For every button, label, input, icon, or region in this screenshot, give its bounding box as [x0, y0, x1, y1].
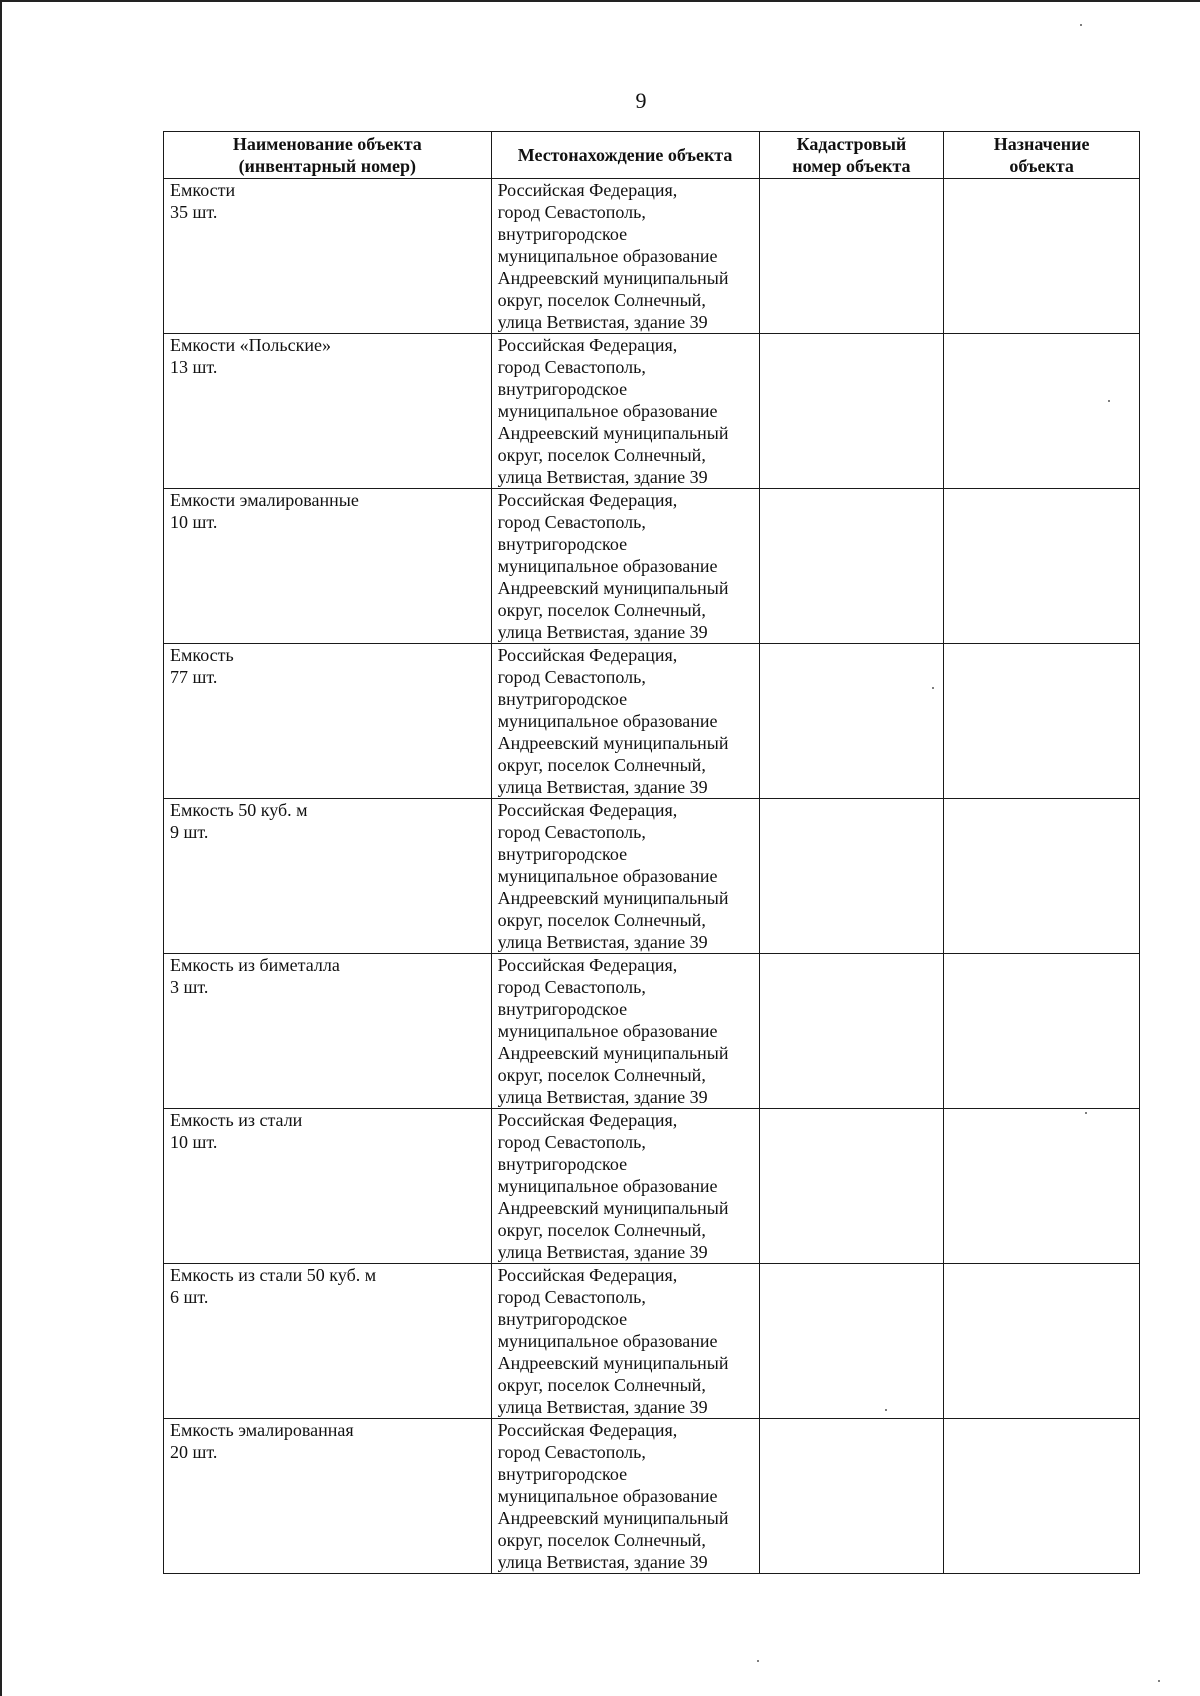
location-line: город Севастополь,	[497, 667, 646, 687]
location-line: муниципальное образование	[497, 556, 718, 576]
location-line: округ, поселок Солнечный,	[497, 1375, 706, 1395]
cell-purpose	[944, 799, 1140, 954]
object-name: Емкости	[170, 180, 236, 200]
cell-object-name	[164, 489, 492, 644]
table-row	[164, 799, 1140, 954]
location-line: округ, поселок Солнечный,	[497, 1065, 706, 1085]
cell-location	[491, 1419, 759, 1574]
cell-object-name	[164, 1419, 492, 1574]
location-line: город Севастополь,	[497, 1442, 646, 1462]
cell-cadastral-number	[759, 1109, 944, 1264]
location-line: муниципальное образование	[497, 401, 718, 421]
cell-purpose	[944, 489, 1140, 644]
location-line: муниципальное образование	[497, 1331, 718, 1351]
location-line: внутригородское	[497, 999, 628, 1019]
cell-object-name	[164, 334, 492, 489]
object-name: Емкость 50 куб. м	[170, 800, 308, 820]
location-line: Российская Федерация,	[497, 335, 678, 355]
location-line: улица Ветвистая, здание 39	[497, 1552, 708, 1572]
cell-purpose	[944, 1264, 1140, 1419]
scan-speck	[932, 687, 934, 689]
inventory-table	[163, 131, 1140, 1574]
location-line: внутригородское	[497, 1309, 628, 1329]
location-line: муниципальное образование	[497, 1486, 718, 1506]
object-quantity: 9 шт.	[170, 822, 209, 842]
location-line: округ, поселок Солнечный,	[497, 600, 706, 620]
cell-location	[491, 954, 759, 1109]
location-line: округ, поселок Солнечный,	[497, 290, 706, 310]
location-line: город Севастополь,	[497, 512, 646, 532]
location-line: внутригородское	[497, 689, 628, 709]
location-line: улица Ветвистая, здание 39	[497, 777, 708, 797]
scan-speck	[1080, 24, 1082, 26]
location-line: Российская Федерация,	[497, 1110, 678, 1130]
object-quantity: 20 шт.	[170, 1442, 218, 1462]
object-name: Емкость из биметалла	[170, 955, 340, 975]
cell-location	[491, 1109, 759, 1264]
location-line: Андреевский муниципальный	[497, 1353, 729, 1373]
cell-object-name	[164, 1264, 492, 1419]
location-line: улица Ветвистая, здание 39	[497, 1242, 708, 1262]
location-line: город Севастополь,	[497, 1287, 646, 1307]
table-body	[164, 179, 1140, 1574]
object-quantity: 3 шт.	[170, 977, 209, 997]
location-line: улица Ветвистая, здание 39	[497, 467, 708, 487]
scan-speck	[757, 1660, 759, 1662]
location-line: Андреевский муниципальный	[497, 423, 729, 443]
location-line: муниципальное образование	[497, 1021, 718, 1041]
scan-edge-top	[0, 0, 1200, 2]
cell-cadastral-number	[759, 489, 944, 644]
header-cadastral-number	[759, 132, 944, 179]
header-object-name	[164, 132, 492, 179]
table-row	[164, 644, 1140, 799]
object-name: Емкости эмалированные	[170, 490, 359, 510]
location-line: округ, поселок Солнечный,	[497, 1530, 706, 1550]
location-line: округ, поселок Солнечный,	[497, 755, 706, 775]
table-row	[164, 179, 1140, 334]
location-line: город Севастополь,	[497, 977, 646, 997]
header-line: Назначение	[993, 134, 1090, 154]
location-line: Андреевский муниципальный	[497, 1508, 729, 1528]
location-line: Российская Федерация,	[497, 1420, 678, 1440]
header-line: номер объекта	[792, 156, 911, 176]
location-line: город Севастополь,	[497, 1132, 646, 1152]
location-line: внутригородское	[497, 379, 628, 399]
cell-object-name	[164, 799, 492, 954]
header-purpose	[944, 132, 1140, 179]
scan-speck	[885, 1409, 887, 1411]
cell-purpose	[944, 334, 1140, 489]
location-line: Андреевский муниципальный	[497, 268, 729, 288]
header-line: (инвентарный номер)	[238, 156, 417, 176]
header-line: Местонахождение объекта	[517, 145, 733, 165]
object-name: Емкость из стали 50 куб. м	[170, 1265, 377, 1285]
cell-location	[491, 334, 759, 489]
cell-object-name	[164, 644, 492, 799]
object-name: Емкость	[170, 645, 234, 665]
location-line: город Севастополь,	[497, 822, 646, 842]
scan-speck	[1085, 1112, 1087, 1114]
cell-object-name	[164, 1109, 492, 1264]
table-row	[164, 489, 1140, 644]
location-line: Андреевский муниципальный	[497, 888, 729, 908]
location-line: улица Ветвистая, здание 39	[497, 932, 708, 952]
location-line: Российская Федерация,	[497, 180, 678, 200]
location-line: округ, поселок Солнечный,	[497, 1220, 706, 1240]
location-line: город Севастополь,	[497, 357, 646, 377]
location-line: внутригородское	[497, 1464, 628, 1484]
scan-speck	[1158, 1680, 1160, 1682]
cell-cadastral-number	[759, 954, 944, 1109]
header-location	[491, 132, 759, 179]
table-row	[164, 1109, 1140, 1264]
location-line: округ, поселок Солнечный,	[497, 445, 706, 465]
object-name: Емкость эмалированная	[170, 1420, 354, 1440]
location-line: Российская Федерация,	[497, 800, 678, 820]
location-line: улица Ветвистая, здание 39	[497, 1087, 708, 1107]
location-line: Андреевский муниципальный	[497, 1043, 729, 1063]
object-quantity: 35 шт.	[170, 202, 218, 222]
location-line: муниципальное образование	[497, 711, 718, 731]
scan-speck	[1108, 400, 1110, 402]
cell-object-name	[164, 954, 492, 1109]
object-name: Емкость из стали	[170, 1110, 303, 1130]
location-line: внутригородское	[497, 1154, 628, 1174]
cell-object-name	[164, 179, 492, 334]
header-line: Наименование объекта	[232, 134, 422, 154]
cell-cadastral-number	[759, 1264, 944, 1419]
cell-purpose	[944, 954, 1140, 1109]
location-line: округ, поселок Солнечный,	[497, 910, 706, 930]
location-line: Андреевский муниципальный	[497, 733, 729, 753]
location-line: улица Ветвистая, здание 39	[497, 622, 708, 642]
location-line: муниципальное образование	[497, 246, 718, 266]
object-quantity: 77 шт.	[170, 667, 218, 687]
location-line: Андреевский муниципальный	[497, 1198, 729, 1218]
cell-purpose	[944, 1109, 1140, 1264]
location-line: внутригородское	[497, 844, 628, 864]
location-line: внутригородское	[497, 534, 628, 554]
table-row	[164, 334, 1140, 489]
object-quantity: 10 шт.	[170, 1132, 218, 1152]
object-quantity: 10 шт.	[170, 512, 218, 532]
cell-cadastral-number	[759, 644, 944, 799]
table-header-row	[164, 132, 1140, 179]
object-quantity: 13 шт.	[170, 357, 218, 377]
cell-location	[491, 1264, 759, 1419]
table-row	[164, 1264, 1140, 1419]
cell-cadastral-number	[759, 799, 944, 954]
cell-location	[491, 489, 759, 644]
table-row	[164, 1419, 1140, 1574]
location-line: внутригородское	[497, 224, 628, 244]
location-line: Российская Федерация,	[497, 955, 678, 975]
location-line: Российская Федерация,	[497, 490, 678, 510]
cell-purpose	[944, 179, 1140, 334]
location-line: Российская Федерация,	[497, 645, 678, 665]
object-quantity: 6 шт.	[170, 1287, 209, 1307]
location-line: муниципальное образование	[497, 1176, 718, 1196]
header-line: Кадастровый	[796, 134, 907, 154]
page-number: 9	[635, 88, 647, 113]
header-line: объекта	[1009, 156, 1074, 176]
object-name: Емкости «Польские»	[170, 335, 331, 355]
table-row	[164, 954, 1140, 1109]
location-line: Российская Федерация,	[497, 1265, 678, 1285]
location-line: улица Ветвистая, здание 39	[497, 312, 708, 332]
cell-cadastral-number	[759, 179, 944, 334]
scan-edge-left	[0, 0, 2, 1696]
location-line: улица Ветвистая, здание 39	[497, 1397, 708, 1417]
scan-edge-top-right	[1040, 0, 1160, 2]
location-line: город Севастополь,	[497, 202, 646, 222]
cell-location	[491, 179, 759, 334]
cell-cadastral-number	[759, 334, 944, 489]
cell-purpose	[944, 1419, 1140, 1574]
cell-location	[491, 644, 759, 799]
cell-location	[491, 799, 759, 954]
location-line: муниципальное образование	[497, 866, 718, 886]
cell-purpose	[944, 644, 1140, 799]
cell-cadastral-number	[759, 1419, 944, 1574]
location-line: Андреевский муниципальный	[497, 578, 729, 598]
